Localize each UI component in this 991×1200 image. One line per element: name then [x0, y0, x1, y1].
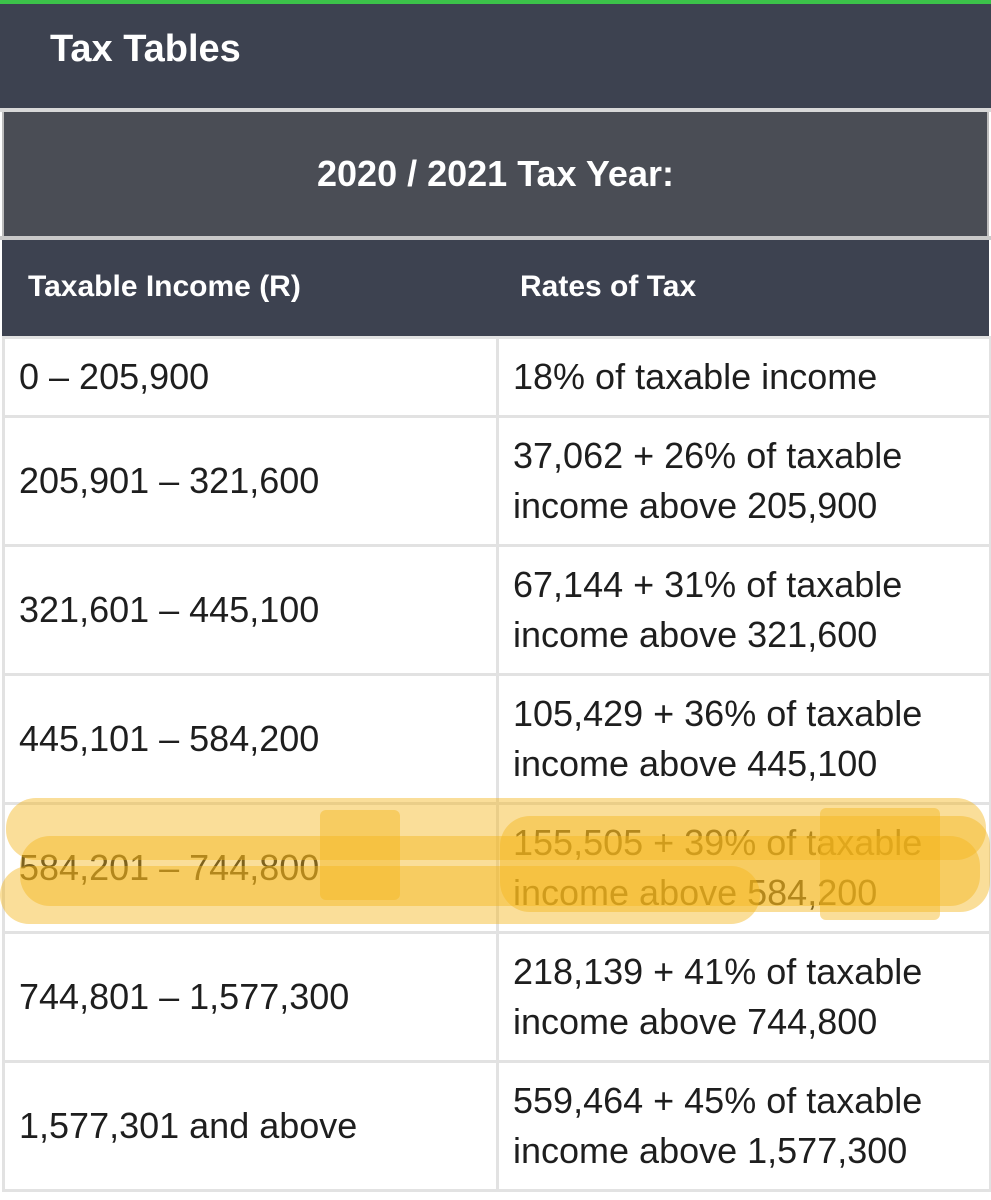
table-row [4, 675, 991, 804]
income-bracket-cell: 744,801 – 1,577,300 [4, 933, 498, 1062]
income-bracket-cell: 321,601 – 445,100 [4, 546, 498, 675]
tax-rate-line: 37,062 + 26% of taxable [513, 435, 903, 476]
page-title: Tax Tables [50, 28, 241, 70]
tax-rate-cell [498, 1062, 991, 1191]
tax-table [2, 336, 991, 1192]
income-bracket-cell: 445,101 – 584,200 [4, 675, 498, 804]
tax-rate-cell [498, 546, 991, 675]
tax-rate-cell [498, 933, 991, 1062]
table-header-row [2, 240, 989, 336]
income-bracket-cell: 584,201 – 744,800 [4, 804, 498, 933]
column-header-rates: Rates of Tax [520, 270, 697, 303]
tax-rate-cell [498, 804, 991, 933]
app-header [0, 4, 991, 108]
tax-rate-cell [498, 675, 991, 804]
column-header-income: Taxable Income (R) [28, 270, 301, 303]
income-bracket-cell: 205,901 – 321,600 [4, 417, 498, 546]
tax-year-banner [2, 112, 989, 236]
tax-rate-line: 105,429 + 36% of taxable [513, 693, 923, 734]
tax-rate-line: income above 744,800 [513, 1001, 878, 1042]
income-bracket-cell: 0 – 205,900 [4, 338, 498, 417]
tax-rate-line: income above 584,200 [513, 872, 878, 913]
tax-rate-line: 18% of taxable income [513, 356, 878, 397]
income-bracket-cell: 1,577,301 and above [4, 1062, 498, 1191]
tax-rate-cell [498, 417, 991, 546]
tax-rate-line: income above 1,577,300 [513, 1130, 908, 1171]
tax-rate-line: 67,144 + 31% of taxable [513, 564, 903, 605]
table-row [4, 417, 991, 546]
table-row-highlighted [4, 804, 991, 933]
tax-rate-line: income above 321,600 [513, 614, 878, 655]
tax-rate-cell [498, 338, 991, 417]
tax-rate-line: 155,505 + 39% of taxable [513, 822, 923, 863]
tax-rate-line: 218,139 + 41% of taxable [513, 951, 923, 992]
table-row [4, 1062, 991, 1191]
tax-rate-line: income above 205,900 [513, 485, 878, 526]
table-row [4, 546, 991, 675]
tax-rate-line: 559,464 + 45% of taxable [513, 1080, 923, 1121]
tax-rate-line: income above 445,100 [513, 743, 878, 784]
tax-year-title: 2020 / 2021 Tax Year: [317, 153, 674, 194]
table-row [4, 933, 991, 1062]
table-row [4, 338, 991, 417]
